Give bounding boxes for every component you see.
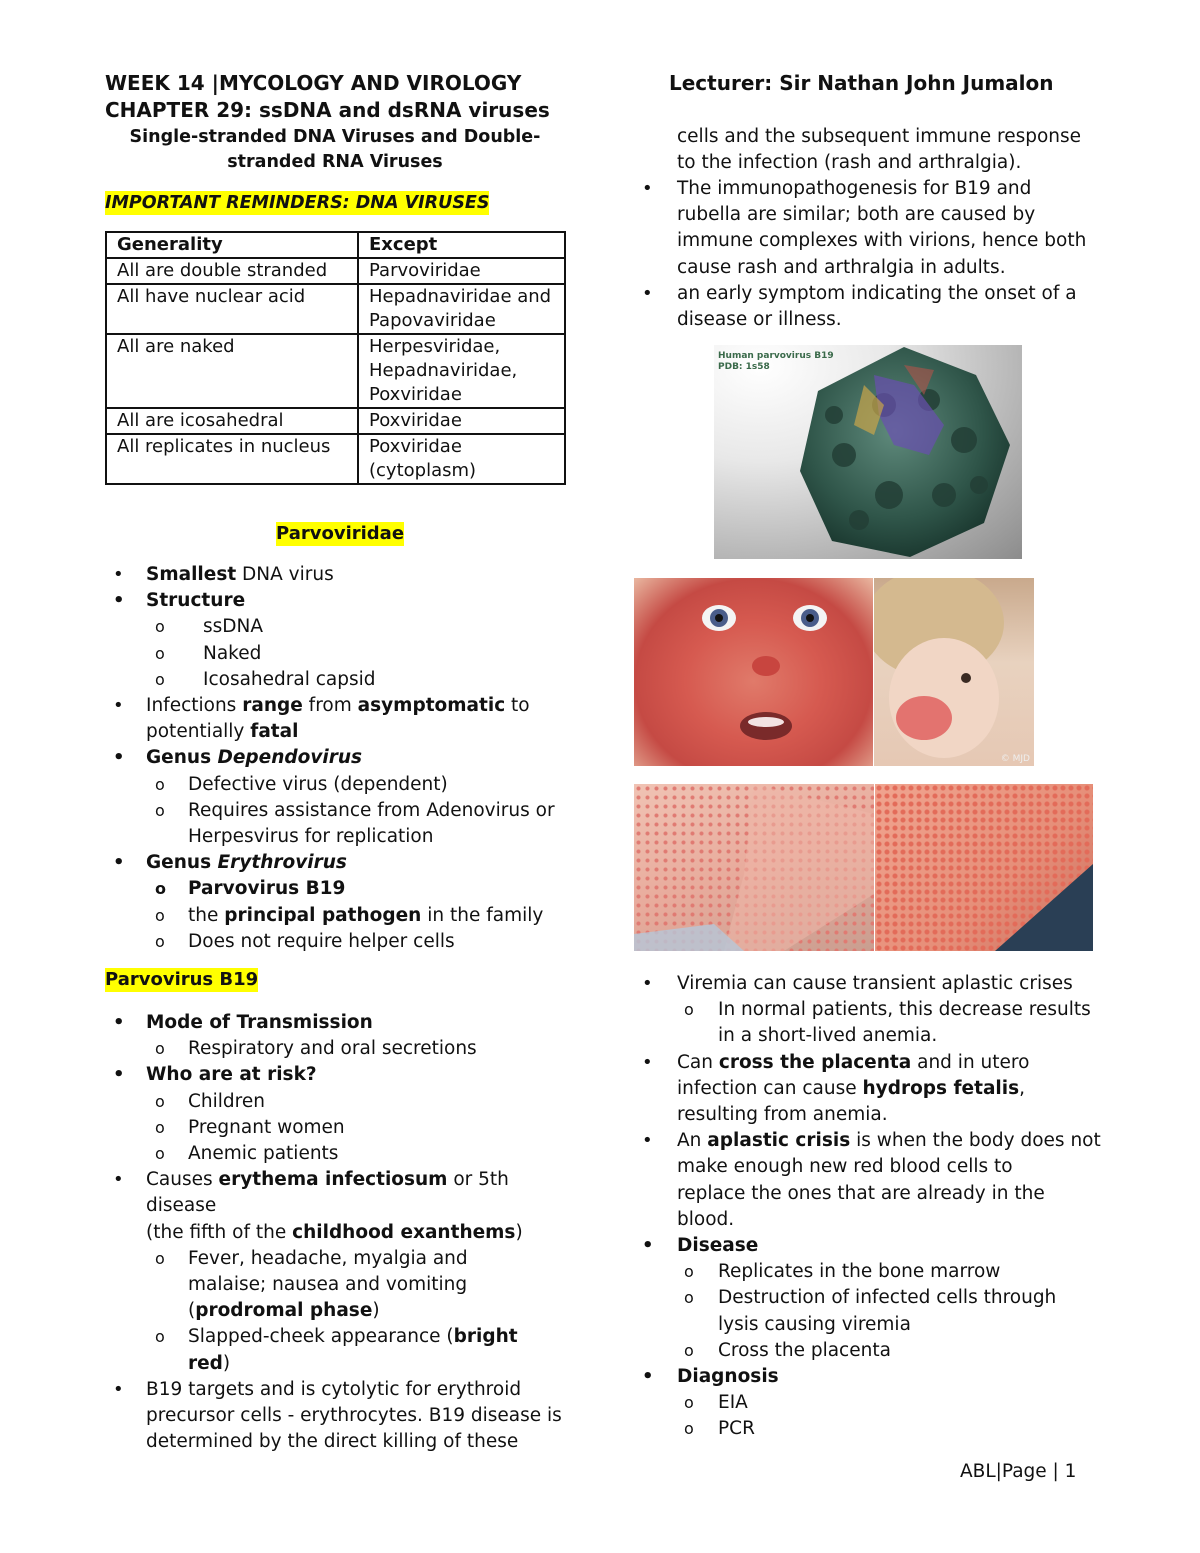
virus-image-label: Human parvovirus B19 [718, 351, 834, 361]
parvoviridae-list [105, 562, 575, 955]
table-row [106, 284, 565, 334]
parvovirus-structure-image [714, 345, 1022, 559]
table-cell: Poxviridae [358, 408, 565, 434]
table-cell: Herpesviridae, Hepadnaviridae, Poxviridae [358, 334, 565, 408]
continued-text [677, 124, 1117, 176]
list-item: • Disease [636, 1233, 1116, 1259]
list-item: • Viremia can cause transient aplastic crises [636, 971, 1116, 997]
table-header: Generality [106, 232, 358, 258]
list-item: • Who are at risk? [105, 1062, 575, 1088]
table-row [106, 258, 565, 284]
list-item: o Requires assistance from Adenovirus or Herpesvirus for replication [105, 798, 575, 850]
list-item: o the principal pathogen in the family [105, 903, 575, 929]
list-item: • The immunopathogenesis for B19 and rubella are similar; both are caused by immune complexes with virions, hence both cause rash and arthralgia in adults. [636, 176, 1116, 281]
list-item: o Anemic patients [105, 1141, 575, 1167]
photo-credit: © MJD [1000, 754, 1030, 764]
table-row [106, 434, 565, 484]
list-item: • Diagnosis [636, 1364, 1116, 1390]
virus-capsid-icon [714, 345, 1022, 559]
table-cell: Parvoviridae [358, 258, 565, 284]
lecturer: Lecturer: Sir Nathan John Jumalon [669, 71, 1054, 95]
b19-heading: Parvovirus B19 [105, 969, 259, 990]
table-header: Except [358, 232, 565, 258]
list-item: o Pregnant women [105, 1115, 575, 1141]
right-bottom-list [636, 971, 1116, 1443]
subtitle-line2: stranded RNA Viruses [227, 152, 443, 172]
list-item: o Replicates in the bone marrow [636, 1259, 1116, 1285]
hand-rash-icon [634, 784, 874, 951]
list-item: • Genus Erythrovirus [105, 850, 575, 876]
list-item: • Can cross the placenta and in utero infection can cause hydrops fetalis, resulting from anemia. [636, 1050, 1116, 1129]
rash-hand-photo [634, 784, 874, 951]
list-item: o Cross the placenta [636, 1338, 1116, 1364]
list-item: • Infections range from asymptomatic to potentially fatal [105, 693, 575, 745]
list-item: • B19 targets and is cytolytic for erythroid precursor cells - erythrocytes. B19 disease is determined by the direct killing of these [105, 1377, 575, 1456]
text-line: to the infection (rash and arthralgia). [677, 152, 1022, 174]
child-face-icon [634, 578, 873, 766]
table-row [106, 408, 565, 434]
virus-image-label: PDB: 1s58 [718, 362, 770, 372]
table-cell: Hepadnaviridae and Papovaviridae [358, 284, 565, 334]
list-item: o Naked [105, 641, 575, 667]
rash-arm-photo [875, 784, 1093, 951]
list-item: o PCR [636, 1416, 1116, 1442]
slapped-cheek-photo-1 [634, 578, 873, 766]
list-item: o Icosahedral capsid [105, 667, 575, 693]
chapter-title: CHAPTER 29: ssDNA and dsRNA viruses [105, 98, 550, 122]
b19-list [105, 1010, 575, 1455]
list-item: o Respiratory and oral secretions [105, 1036, 575, 1062]
reminders-table [105, 231, 566, 485]
parvoviridae-heading: Parvoviridae [276, 523, 405, 544]
list-item: o Does not require helper cells [105, 929, 575, 955]
list-item: • an early symptom indicating the onset of a disease or illness. [636, 281, 1116, 333]
page-footer: ABL|Page | 1 [960, 1461, 1077, 1482]
table-cell: Poxviridae (cytoplasm) [358, 434, 565, 484]
list-item: o Fever, headache, myalgia and malaise; nausea and vomiting (prodromal phase) [105, 1246, 575, 1325]
list-item: o ssDNA [105, 614, 575, 640]
list-item: o Children [105, 1089, 575, 1115]
table-cell: All have nuclear acid [106, 284, 358, 334]
child-profile-icon [874, 578, 1034, 766]
list-item: o Slapped-cheek appearance (bright red) [105, 1324, 575, 1376]
text-line: cells and the subsequent immune response [677, 126, 1082, 147]
list-item: o Defective virus (dependent) [105, 772, 575, 798]
table-header-row [106, 232, 565, 258]
list-item: • Mode of Transmission [105, 1010, 575, 1036]
table-cell: All are icosahedral [106, 408, 358, 434]
list-item: • Genus Dependovirus [105, 745, 575, 771]
subtitle-line1: Single-stranded DNA Viruses and Double- [129, 127, 541, 147]
table-row [106, 334, 565, 408]
table-cell: All are double stranded [106, 258, 358, 284]
table-cell: All are naked [106, 334, 358, 408]
arm-rash-icon [875, 784, 1093, 951]
right-top-list [636, 176, 1116, 333]
list-item: o Parvovirus B19 [105, 876, 575, 902]
list-item: o Destruction of infected cells through lysis causing viremia [636, 1285, 1116, 1337]
list-item: o EIA [636, 1390, 1116, 1416]
list-item: • An aplastic crisis is when the body does not make enough new red blood cells to replace the ones that are already in the blood. [636, 1128, 1116, 1233]
list-item: o In normal patients, this decrease results in a short-lived anemia. [636, 997, 1116, 1049]
list-item: • Smallest DNA virus [105, 562, 575, 588]
week-title: WEEK 14 |MYCOLOGY AND VIROLOGY [105, 71, 522, 95]
slapped-cheek-photo-2 [874, 578, 1034, 766]
list-item: • Causes erythema infectiosum or 5th disease (the fifth of the childhood exanthems) [105, 1167, 575, 1246]
table-cell: All replicates in nucleus [106, 434, 358, 484]
reminders-heading: IMPORTANT REMINDERS: DNA VIRUSES [105, 193, 490, 213]
list-item: • Structure [105, 588, 575, 614]
